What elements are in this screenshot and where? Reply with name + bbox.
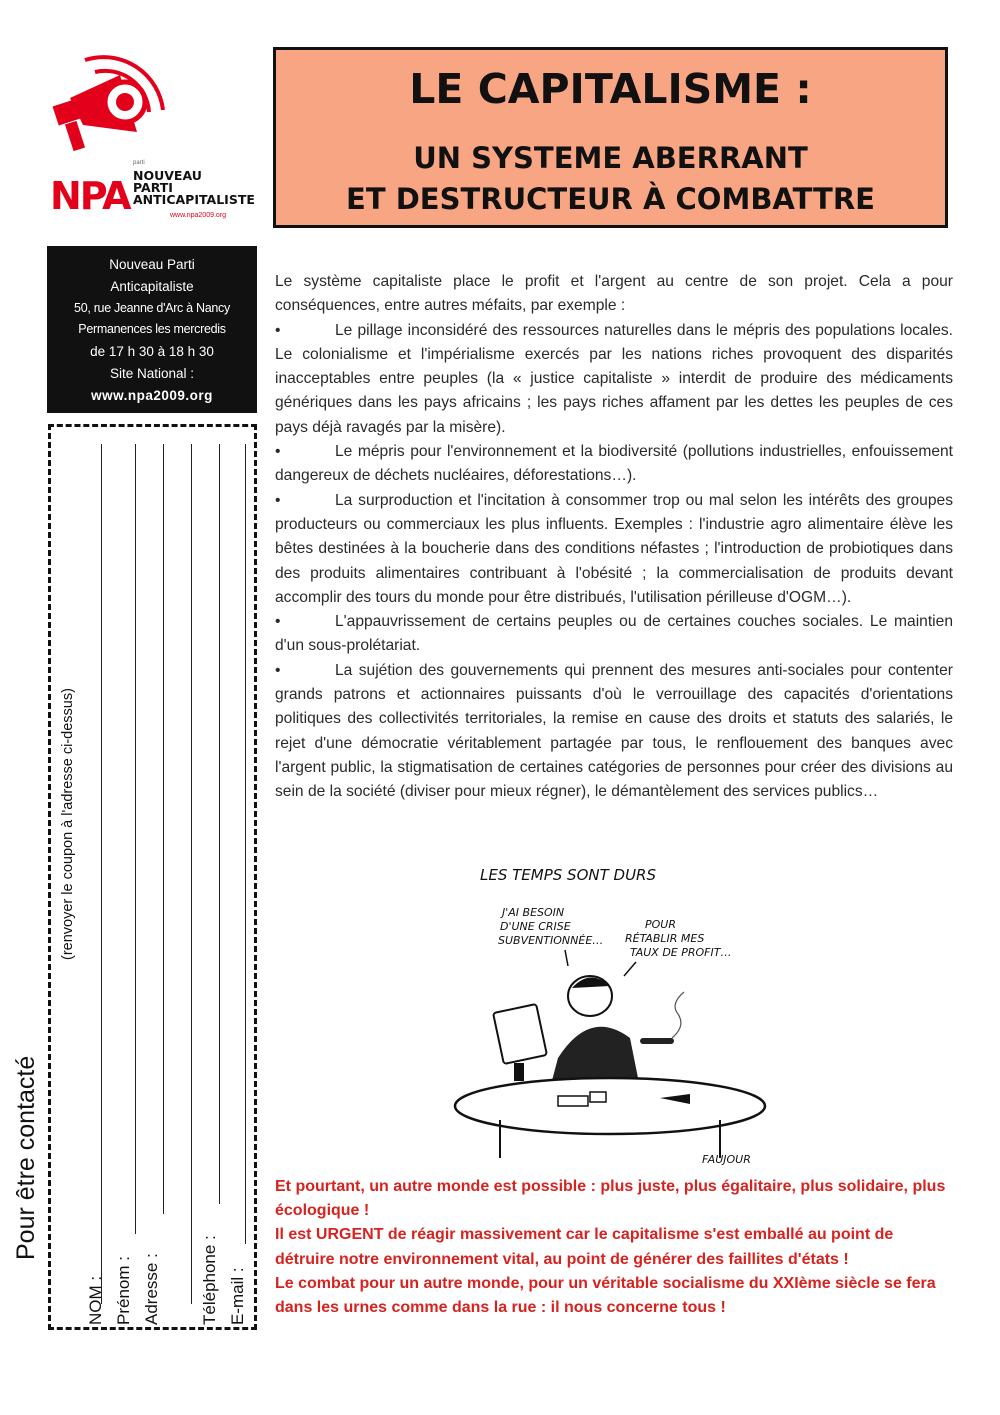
bullet-icon: • [275, 491, 281, 509]
conclusion-paragraph-3: Le combat pour un autre monde, pour un véritable socialisme du XXIème siècle se fera dans les urnes comme dans la rue : il nous concerne tous ! [275, 1274, 936, 1317]
contact-coupon [48, 424, 257, 1330]
coupon-line-telephone[interactable] [219, 444, 220, 1204]
bullet-icon: • [275, 321, 281, 339]
bullet-text: La sujétion des gouvernements qui prennent des mesures anti-sociales pour contenter grands patrons et actionnaires puissants d'où le verrouillage des capacités d'orientations politiques des collectivités territoriales, la remise en cause des droits et statuts des salariés, le rejet d'une démocratie véritablement partagée par tous, le renflouement des banques avec l'argent public, la stigmatisation de certaines catégories de personnes pour créer des divisions au sein de la société (diviser pour mieux régner), le démantèlement des services publics… [275, 661, 953, 801]
coupon-label-adresse: Adresse : [142, 1253, 161, 1325]
conclusion-paragraph-1: Et pourtant, un autre monde est possible : plus juste, plus égalitaire, plus solidaire, plus écologique ! [275, 1178, 946, 1220]
cartoon-bubble-2-line-3: TAUX DE PROFIT… [630, 946, 732, 959]
cartoon-illustration [440, 858, 780, 1170]
subtitle-line-2: ET DESTRUCTEUR À COMBATTRE [346, 182, 875, 216]
bullet-item [275, 610, 953, 659]
npa-logo [40, 40, 255, 230]
coupon-line-nom[interactable] [101, 444, 102, 1304]
cartoon-bubble-2-line-1: POUR [645, 918, 676, 931]
info-line-1: Nouveau Parti [109, 257, 195, 272]
logo-line-2: PARTI [133, 180, 173, 195]
contact-info-box [47, 246, 257, 413]
coupon-label-prenom: Prénom : [114, 1256, 133, 1325]
cartoon-signature: FAUJOUR [702, 1153, 751, 1166]
bullet-icon: • [275, 443, 281, 461]
info-site-link[interactable]: www.npa2009.org [91, 387, 213, 403]
coupon-line-prenom[interactable] [135, 444, 136, 1234]
bullet-text: L'appauvrissement de certains peuples ou de certaines couches sociales. Le maintien d'un sous-prolétariat. [275, 613, 953, 655]
bullet-item [275, 440, 953, 489]
logo-line-3: ANTICAPITALISTE [133, 192, 255, 207]
logo-wordmark [133, 170, 255, 206]
page-title: LE CAPITALISME : [409, 65, 812, 113]
coupon-line-adresse-2[interactable] [191, 444, 192, 1304]
cartoon-bubble-1-line-3: SUBVENTIONNÉE… [498, 934, 604, 947]
conclusion-text [275, 1175, 955, 1320]
bullet-item [275, 659, 953, 805]
cartoon-bubble-1-line-2: D'UNE CRISE [500, 920, 571, 933]
intro-paragraph: Le système capitaliste place le profit et l'argent au centre de son projet. Cela a pour conséquences, entre autres méfaits, par exemple : [275, 273, 953, 315]
bullet-item [275, 489, 953, 610]
info-site-label: Site National : [109, 365, 195, 381]
bullet-item [275, 319, 953, 440]
coupon-note: (renvoyer le coupon à l'adresse ci-dessus) [60, 688, 76, 960]
bullet-icon: • [275, 613, 281, 631]
info-hours-2: de 17 h 30 à 18 h 30 [90, 344, 214, 360]
info-address: 50, rue Jeanne d'Arc à Nancy [74, 300, 230, 315]
bullet-icon: • [275, 661, 281, 679]
conclusion-paragraph-2: Il est URGENT de réagir massivement car le capitalisme s'est emballé au point de détruire notre environnement vital, au point de générer des faillites d'états ! [275, 1226, 894, 1268]
coupon-label-nom: NOM : [86, 1275, 105, 1325]
bullet-text: Le mépris pour l'environnement et la biodiversité (pollutions industrielles, enfouissement dangereux de déchets nucléaires, déforestations…). [275, 443, 953, 485]
title-box [273, 47, 948, 228]
cartoon-bubble-2-line-2: RÉTABLIR MES [625, 932, 705, 945]
coupon-line-adresse[interactable] [163, 444, 164, 1214]
coupon-line-email[interactable] [245, 444, 246, 1244]
info-line-2: Anticapitaliste [110, 278, 194, 294]
cartoon-bubble-1-line-1: J'AI BESOIN [502, 906, 565, 919]
logo-small-text: parti [133, 160, 145, 166]
coupon-label-telephone: Téléphone : [200, 1235, 219, 1325]
info-hours-1: Permanences les mercredis [78, 322, 226, 337]
coupon-label-email: E-mail : [228, 1267, 247, 1325]
logo-url: www.npa2009.org [170, 212, 227, 219]
bullet-text: La surproduction et l'incitation à consommer trop ou mal selon les intérêts des groupes producteurs ou commerciaux les plus influents. Exemples : l'industrie agro alimentaire élève les bêtes destinées à la boucherie dans des conditions néfastes ; l'introduction de probiotiques dans des produits alimentaires contribuant à l'obésité ; la commercialisation de produits devant accomplir des tours du monde pour être distribués, l'utilisation périlleuse d'OGM…). [275, 491, 953, 606]
logo-line-1: NOUVEAU [133, 168, 202, 183]
bullet-text: Le pillage inconsidéré des ressources naturelles dans le mépris des populations locales. Le colonialisme et l'impérialisme exercés par les nations riches provoquent des disparités inacceptables entre peuples (la « justice capitaliste » interdit de produire des médicaments génériques dans les pays africains ; les pays riches affament par les dettes les peuples de ces pays déjà ravagés par la misère). [275, 321, 953, 436]
cartoon-caption: LES TEMPS SONT DURS [480, 866, 656, 884]
megaphone-icon [45, 40, 175, 160]
subtitle-line-1: UN SYSTEME ABERRANT [413, 141, 808, 175]
page-subtitle [276, 138, 945, 220]
logo-acronym: NPA [50, 174, 130, 218]
coupon-heading: Pour être contacté [12, 1055, 40, 1260]
body-text [275, 270, 953, 805]
